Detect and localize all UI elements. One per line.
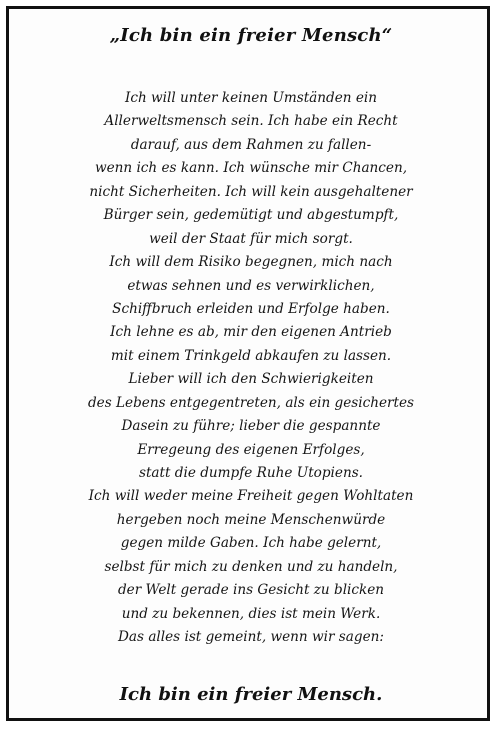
document-frame [6, 6, 490, 721]
poem-line: darauf, aus dem Rahmen zu fallen- [130, 136, 372, 153]
poem-line: Dasein zu führe; lieber die gespannte [121, 418, 381, 435]
document-title: „Ich bin ein freier Mensch“ [109, 25, 393, 46]
poem-line: Das alles ist gemeint, wenn wir sagen: [118, 629, 384, 646]
poem-line: und zu bekennen, dies ist mein Werk. [121, 605, 381, 622]
poem-line: Ich will dem Risiko begegnen, mich nach [109, 254, 393, 271]
poem-body [9, 87, 493, 650]
poem-line: Bürger sein, gedemütigt und abgestumpft, [103, 207, 399, 224]
closing-line: Ich bin ein freier Mensch. [119, 684, 383, 705]
poem-line: Ich will weder meine Freiheit gegen Wohltaten [88, 488, 414, 505]
poem-line: mit einem Trinkgeld abkaufen zu lassen. [110, 347, 392, 364]
poem-line: selbst für mich zu denken und zu handeln, [104, 558, 398, 575]
poem-line: Erregeung des eigenen Erfolges, [137, 441, 365, 458]
poem-line: wenn ich es kann. Ich wünsche mir Chancen, [94, 160, 408, 177]
poem-line: Allerweltsmensch sein. Ich habe ein Recht [104, 113, 398, 130]
poem-line: Ich lehne es ab, mir den eigenen Antrieb [110, 324, 392, 341]
poem-line: Schiffbruch erleiden und Erfolge haben. [112, 300, 390, 317]
poem-line: Lieber will ich den Schwierigkeiten [128, 371, 374, 388]
poem-line: nicht Sicherheiten. Ich will kein ausgehaltener [89, 183, 413, 200]
poem-line: statt die dumpfe Ruhe Utopiens. [138, 465, 363, 481]
poem-line: Ich will unter keinen Umständen ein [124, 90, 377, 106]
poem-line: etwas sehnen und es verwirklichen, [127, 277, 375, 294]
poem-line: weil der Staat für mich sorgt. [149, 230, 353, 247]
poem-line: der Welt gerade ins Gesicht zu blicken [117, 582, 385, 599]
poem-line: gegen milde Gaben. Ich habe gelernt, [120, 535, 382, 552]
poem-line: des Lebens entgegentreten, als ein gesichertes [87, 394, 415, 411]
poem-line: hergeben noch meine Menschenwürde [116, 511, 386, 528]
